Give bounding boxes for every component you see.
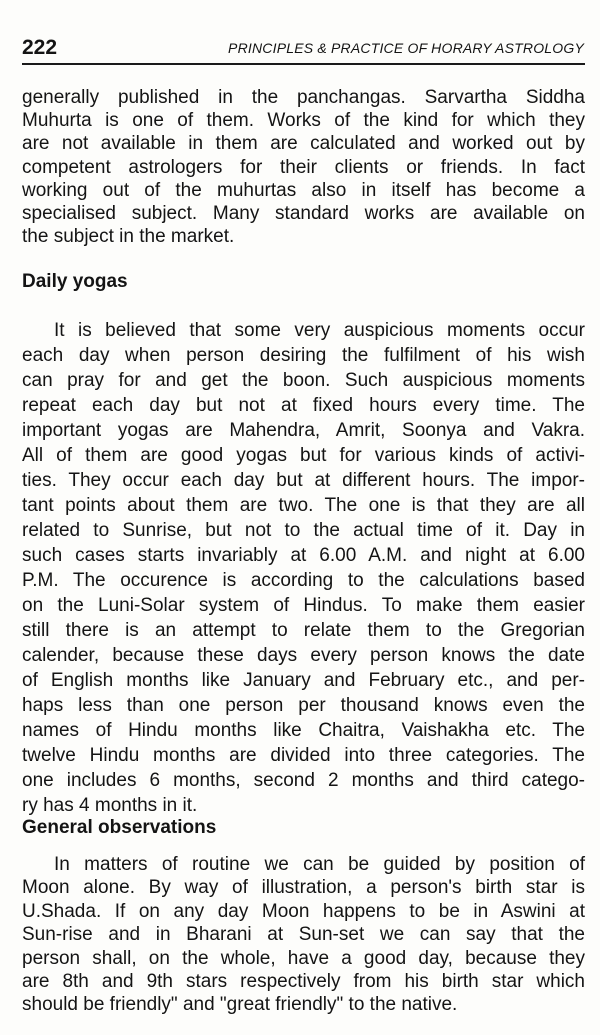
text-line: should be friendly" and "great friendly" to the native.	[22, 994, 458, 1016]
text-line: haps less than one person per thousand knows even the	[22, 695, 585, 716]
text-line: P.M. The occurence is according to the calculations based	[22, 570, 585, 591]
text-line: are 8th and 9th stars respectively from his birth star which	[22, 970, 585, 992]
paragraph-general-observations	[22, 853, 585, 1017]
text-line: tant points about them are two. The one is that they are all	[22, 495, 585, 516]
text-line: All of them are good yogas but for various kinds of activi-	[22, 445, 585, 466]
paragraph-continued	[22, 86, 585, 248]
text-line: are not available in them are calculated and worked out by	[22, 133, 585, 155]
section-heading-daily-yogas: Daily yogas	[22, 271, 128, 292]
running-title: PRINCIPLES & PRACTICE OF HORARY ASTROLOGY	[228, 40, 584, 56]
text-line: working out of the muhurtas also in itself has become a	[22, 179, 585, 201]
text-line: related to Sunrise, but not to the actual time of it. Day in	[22, 520, 585, 541]
text-line: such cases starts invariably at 6.00 A.M. and night at 6.00	[22, 545, 585, 566]
paragraph-daily-yogas	[22, 318, 585, 818]
text-line: one includes 6 months, second 2 months and third catego-	[22, 770, 585, 791]
text-line: calender, because these days every person knows the date	[22, 645, 585, 666]
text-line: on the Luni-Solar system of Hindus. To make them easier	[22, 595, 585, 616]
text-line: competent astrologers for their clients or friends. In fact	[22, 156, 585, 178]
text-line: each day when person desiring the fulfilment of his wish	[22, 345, 585, 366]
text-line: Muhurta is one of them. Works of the kind for which they	[22, 110, 585, 132]
text-line: the subject in the market.	[22, 226, 235, 248]
text-line: still there is an attempt to relate them to the Gregorian	[22, 620, 585, 641]
text-line: Moon alone. By way of illustration, a person's birth star is	[22, 877, 585, 899]
page-number: 222	[22, 36, 58, 59]
text-line: person shall, on the whole, have a good day, because they	[22, 947, 585, 969]
text-line: of English months like January and February etc., and per-	[22, 670, 585, 691]
text-line: specialised subject. Many standard works are available on	[22, 202, 585, 224]
text-line: U.Shada. If on any day Moon happens to be in Aswini at	[22, 900, 585, 922]
text-line: can pray for and get the boon. Such auspicious moments	[22, 370, 585, 391]
text-line: ry has 4 months in it.	[22, 795, 198, 816]
text-line: It is believed that some very auspicious moments occur	[54, 320, 585, 341]
text-line: names of Hindu months like Chaitra, Vaishakha etc. The	[22, 720, 585, 741]
text-line: ties. They occur each day but at different hours. The impor-	[22, 470, 585, 491]
text-line: important yogas are Mahendra, Amrit, Soonya and Vakra.	[22, 420, 585, 441]
text-line: In matters of routine we can be guided by position of	[54, 854, 585, 875]
text-line: Sun-rise and in Bharani at Sun-set we can say that the	[22, 924, 585, 946]
text-line: repeat each day but not at fixed hours every time. The	[22, 395, 585, 416]
text-line: twelve Hindu months are divided into three categories. The	[22, 745, 585, 766]
section-heading-general-observations: General observations	[22, 817, 217, 838]
header-rule	[22, 63, 585, 65]
text-line: generally published in the panchangas. Sarvartha Siddha	[22, 87, 585, 108]
